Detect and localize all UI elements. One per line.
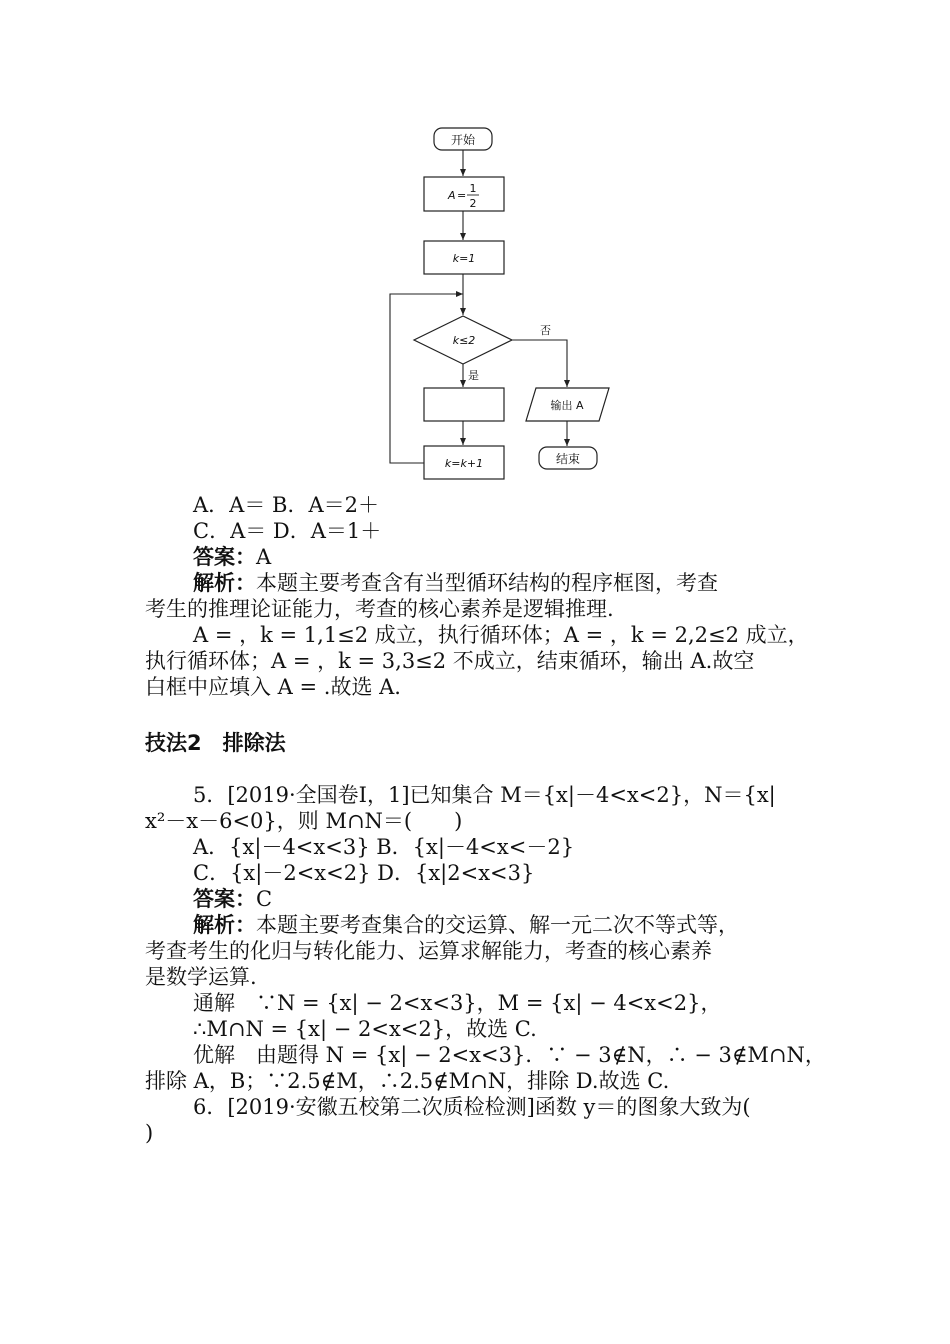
q4-analysis-text-1: 本题主要考查含有当型循环结构的程序框图，考查 [256, 571, 718, 595]
q4-answer [193, 544, 950, 570]
flowchart [380, 122, 620, 484]
q4-options-line-2: C．A＝ D．A＝1＋ [193, 519, 382, 543]
q5-method2-line-1: 优解 由题得 N = {x| − 2<x<3}．∵ − 3∉N，∴ − 3∉M∩N， [193, 1043, 826, 1067]
q6-stem-line-1: 6．[2019·安徽五校第二次质检检测]函数 y＝的图象大致为( [193, 1095, 751, 1119]
increment-label: k=k+1 [444, 457, 484, 470]
loop-back-line [390, 294, 463, 463]
q5-options-line-1: A．{x|－4<x<3} B．{x|－4<x<－2} [193, 835, 575, 859]
q5-answer-label: 答案： [193, 886, 256, 911]
q5-answer-value: C [256, 887, 273, 911]
q4-analysis-line-3: A = ，k = 1,1≤2 成立，执行循环体；A = ，k = 2,2≤2 成立， [193, 623, 809, 647]
yes-label: 是 [468, 369, 479, 382]
init-A-numerator: 1 [469, 182, 477, 195]
q5-analysis-label: 解析： [193, 912, 256, 937]
init-A-eq: = [457, 189, 467, 202]
output-label: 输出 A [550, 399, 584, 412]
q5-analysis-text-1: 本题主要考查集合的交运算、解一元二次不等式等， [256, 913, 739, 937]
init-A-lhs: A [448, 189, 456, 202]
q4-analysis-label: 解析： [193, 570, 256, 595]
condition-label: k≤2 [452, 334, 476, 347]
q6-stem-line-2: ) [145, 1121, 154, 1145]
q4-analysis-line-4: 执行循环体；A = ，k = 3,3≤2 不成立，结束循环，输出 A.故空 [145, 649, 755, 673]
q5-method1-line-1: 通解 ∵N = {x| − 2<x<3}，M = {x| − 4<x<2}， [193, 991, 722, 1015]
q5-method1-line-2: ∴M∩N = {x| − 2<x<2}，故选 C. [193, 1017, 537, 1041]
no-branch-line [512, 340, 567, 387]
q4-answer-label: 答案： [193, 544, 256, 569]
q5-method2-line-2: 排除 A，B；∵2.5∉M，∴2.5∉M∩N，排除 D.故选 C. [145, 1069, 670, 1093]
q5-analysis-line-1 [193, 912, 950, 938]
q4-analysis-line-2: 考生的推理论证能力，考查的核心素养是逻辑推理. [145, 597, 614, 621]
k-init-label: k=1 [452, 252, 476, 265]
blank-process-node [424, 388, 504, 421]
end-label: 结束 [555, 452, 581, 466]
q4-options-line-1: A．A＝ B．A＝2＋ [193, 493, 379, 517]
q5-analysis-line-2: 考查考生的化归与转化能力、运算求解能力，考查的核心素养 [145, 939, 712, 963]
q5-options-line-2: C．{x|－2<x<2} D．{x|2<x<3} [193, 861, 535, 885]
q5-analysis-line-3: 是数学运算. [145, 965, 257, 989]
start-label: 开始 [450, 133, 476, 147]
q5-answer [193, 886, 950, 912]
q4-analysis-line-5: 白框中应填入 A = .故选 A. [145, 675, 401, 699]
q5-stem-line-1: 5．[2019·全国卷Ⅰ，1]已知集合 M＝{x|－4<x<2}，N＝{x| [193, 783, 776, 807]
q4-analysis-line-1 [193, 570, 950, 596]
init-A-denominator: 2 [469, 197, 477, 210]
no-label: 否 [540, 324, 551, 337]
q4-answer-value: A [256, 545, 272, 569]
q5-stem-line-2: x²－x－6<0}，则 M∩N＝( ) [145, 809, 463, 833]
section-heading: 技法2 排除法 [145, 731, 286, 755]
